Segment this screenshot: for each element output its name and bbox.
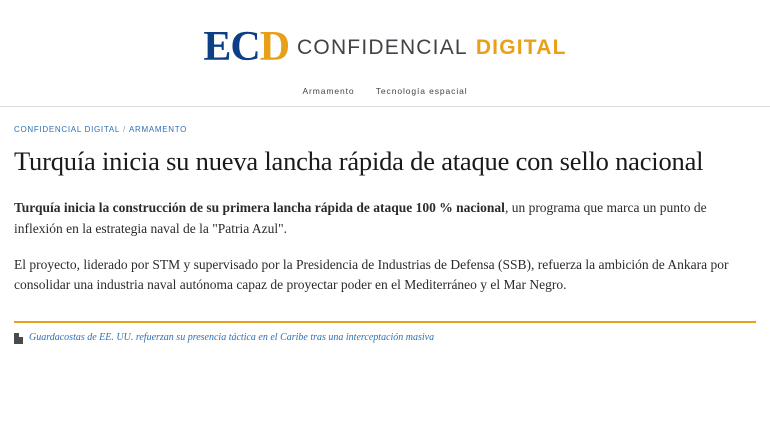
masthead-divider bbox=[0, 106, 770, 107]
related-article-link[interactable]: Guardacostas de EE. UU. refuerzan su presencia táctica en el Caribe tras una interceptación masiva bbox=[29, 332, 435, 344]
site-logo[interactable] bbox=[203, 26, 566, 68]
document-icon bbox=[14, 333, 23, 344]
breadcrumb-separator: / bbox=[123, 125, 126, 134]
breadcrumb-section[interactable]: ARMAMENTO bbox=[128, 125, 188, 134]
article-lead-bold: Turquía inicia la construcción de su primera lancha rápida de ataque 100 % nacional bbox=[14, 200, 505, 216]
breadcrumb bbox=[14, 125, 756, 134]
main-navigation[interactable] bbox=[0, 86, 770, 106]
logo-word-digital: DIGITAL bbox=[475, 35, 567, 59]
article-lead-rest: , un programa que marca un punto de inflexión en la estrategia naval de la "Patria Azul". bbox=[14, 200, 707, 236]
article-paragraph: El proyecto, liderado por STM y supervisado por la Presidencia de Industrias de Defensa (SSB), refuerza la ambición de Ankara por consolidar una industria naval autónoma capaz de proyectar poder en el Mediterráneo y el Mar Negro. bbox=[14, 256, 729, 293]
page-title: Turquía inicia su nueva lancha rápida de ataque con sello nacional bbox=[14, 146, 704, 176]
nav-item-tecnologia-espacial[interactable]: Tecnología espacial bbox=[375, 86, 468, 96]
logo-letter-d: D bbox=[259, 24, 290, 70]
article-lead bbox=[14, 198, 756, 239]
nav-item-armamento[interactable]: Armamento bbox=[302, 86, 355, 96]
logo-word-confidencial: CONFIDENCIAL bbox=[297, 35, 468, 59]
article-main bbox=[0, 125, 770, 344]
logo-letter-c: C bbox=[230, 24, 260, 70]
logo-letter-e: E bbox=[203, 24, 231, 70]
breadcrumb-root[interactable]: CONFIDENCIAL DIGITAL bbox=[14, 125, 121, 134]
related-article[interactable] bbox=[14, 321, 756, 344]
site-masthead bbox=[0, 0, 770, 106]
